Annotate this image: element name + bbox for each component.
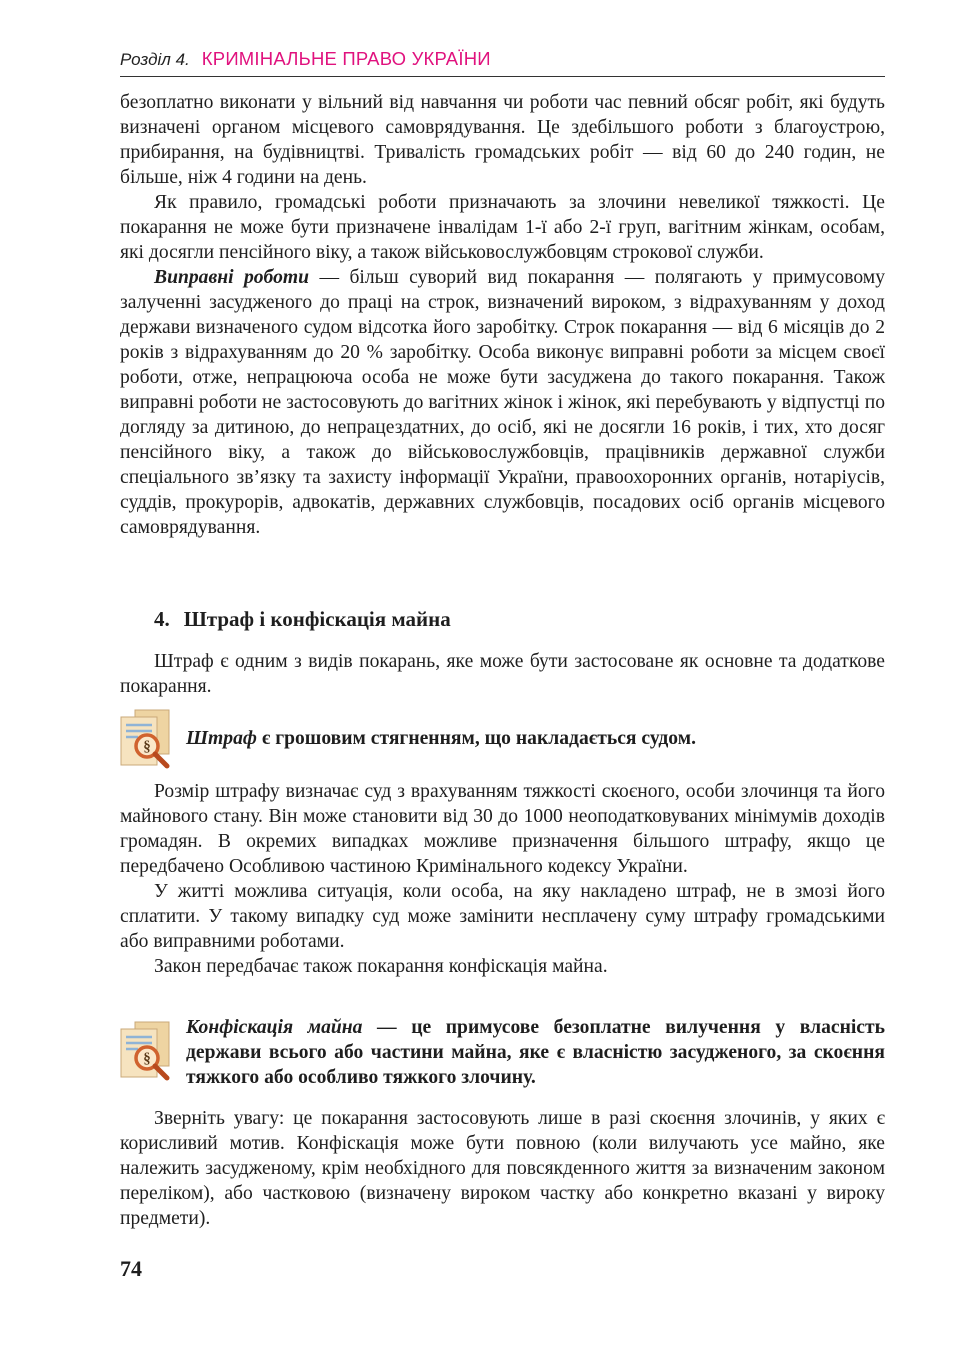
definition-fine-text: є грошовим стягненням, що накладається судом. (256, 728, 696, 749)
paragraph-fine-replacement: У житті можлива ситуація, коли особа, на яку накладено штраф, не в змозі його сплатити. У такому випадку суд може замінити несплачену суму штрафу громадськими або виправними роботами. (120, 881, 885, 952)
paragraph-confiscation-note: Зверніть увагу: це покарання застосовують лише в разі скоєння злочинів, у яких є корисливий мотив. Конфіскація може бути повною (коли вилучають усе майно, яке належить засудженому, крім необхідного для повсякденного життя за визначеним законом переліком), або частковою (визначену вироком частку або конкретно вказані у вироку предмети). (120, 1108, 885, 1229)
header-section-label: Розділ 4. (120, 50, 190, 69)
paragraph-fine-amount: Розмір штрафу визначає суд з врахуванням тяжкості скоєного, особи злочинця та його майнового стану. Він може становити від 30 до 1000 неоподатковуваних мінімумів доходів громадян. В окремих випадках можливе призначення більшого штрафу, якщо це передбачено Особливою частиною Кримінального кодексу України. (120, 781, 885, 877)
text-block-2 (120, 649, 885, 699)
paragraph-fine-intro: Штраф є одним з видів покарань, яке може бути застосоване як основне та додаткове покарання. (120, 651, 885, 697)
law-document-magnifier-icon (118, 708, 174, 770)
definition-confiscation-text: — це примусове безоплатне вилучення у власність держави всього або частини майна, яке є власністю засудженого, за скоєння тяжкого або особливо тяжкого злочину. (186, 1017, 885, 1088)
text-block-4 (120, 1106, 885, 1231)
paragraph-correctional-work (120, 265, 885, 540)
paragraph-community-work-limits: Як правило, громадські роботи призначають за злочини невеликої тяжкості. Це покарання не може бути призначене інвалідам 1-ї або 2-ї груп, вагітним жінкам, особам, які досягли пенсійного віку, а також військовослужбовцям строкової служби. (120, 192, 885, 263)
term-fine: Штраф (186, 728, 257, 749)
term-confiscation: Конфіскація майна (186, 1017, 363, 1038)
running-header (120, 48, 885, 77)
term-correctional-work: Виправні роботи (154, 267, 310, 288)
text-block-1 (120, 90, 885, 540)
page-number: 74 (120, 1256, 142, 1281)
paragraph-community-work-continued: безоплатно виконати у вільний від навчання чи роботи час певний обсяг робіт, які будуть визначені органом місцевого самоврядування. Це здебільшого роботи з благоустрою, прибирання, на будівництві. Тривалість громадських робіт — від 60 до 240 годин, не більше, ніж 4 години на день. (120, 92, 885, 188)
definition-confiscation (186, 1015, 885, 1090)
section-number: 4. (154, 607, 170, 631)
paragraph-confiscation-intro: Закон передбачає також покарання конфіскація майна. (154, 956, 608, 977)
definition-fine (186, 726, 885, 751)
header-chapter-title: КРИМІНАЛЬНЕ ПРАВО УКРАЇНИ (201, 48, 491, 69)
text-block-3 (120, 779, 885, 979)
section-symbol-glyph: § (143, 739, 151, 755)
section-title: Штраф і конфіскація майна (183, 607, 451, 631)
law-document-magnifier-icon (118, 1020, 174, 1082)
correctional-work-description: — більш суворий вид покарання — полягають у примусовому залученні засудженого до праці на строк, визначений вироком, з відрахуванням у доход держави визначеного судом відсотка його заробітку. Строк покарання — від 6 місяців до 2 років з відрахуванням до 20 % заробітку. Особа виконує виправні роботи за місцем своєї роботи, отже, непрацююча особа не може бути засуджена до такого покарання. Також виправні роботи не застосовують до вагітних жінок і жінок, які перебувають у відпустці по догляду за дитиною, до непрацездатних, до осіб, які не досягли 16 років, і тих, хто досяг пенсійного віку, а також до військовослужбовців, працівників державної служби спеціального зв’язку та захисту інформації України, правоохоронних органів, нотаріусів, суддів, прокурорів, адвокатів, державних службовців, посадових осіб органів місцевого самоврядування. (120, 267, 885, 538)
section-heading (154, 607, 451, 632)
section-symbol-glyph: § (143, 1051, 151, 1067)
